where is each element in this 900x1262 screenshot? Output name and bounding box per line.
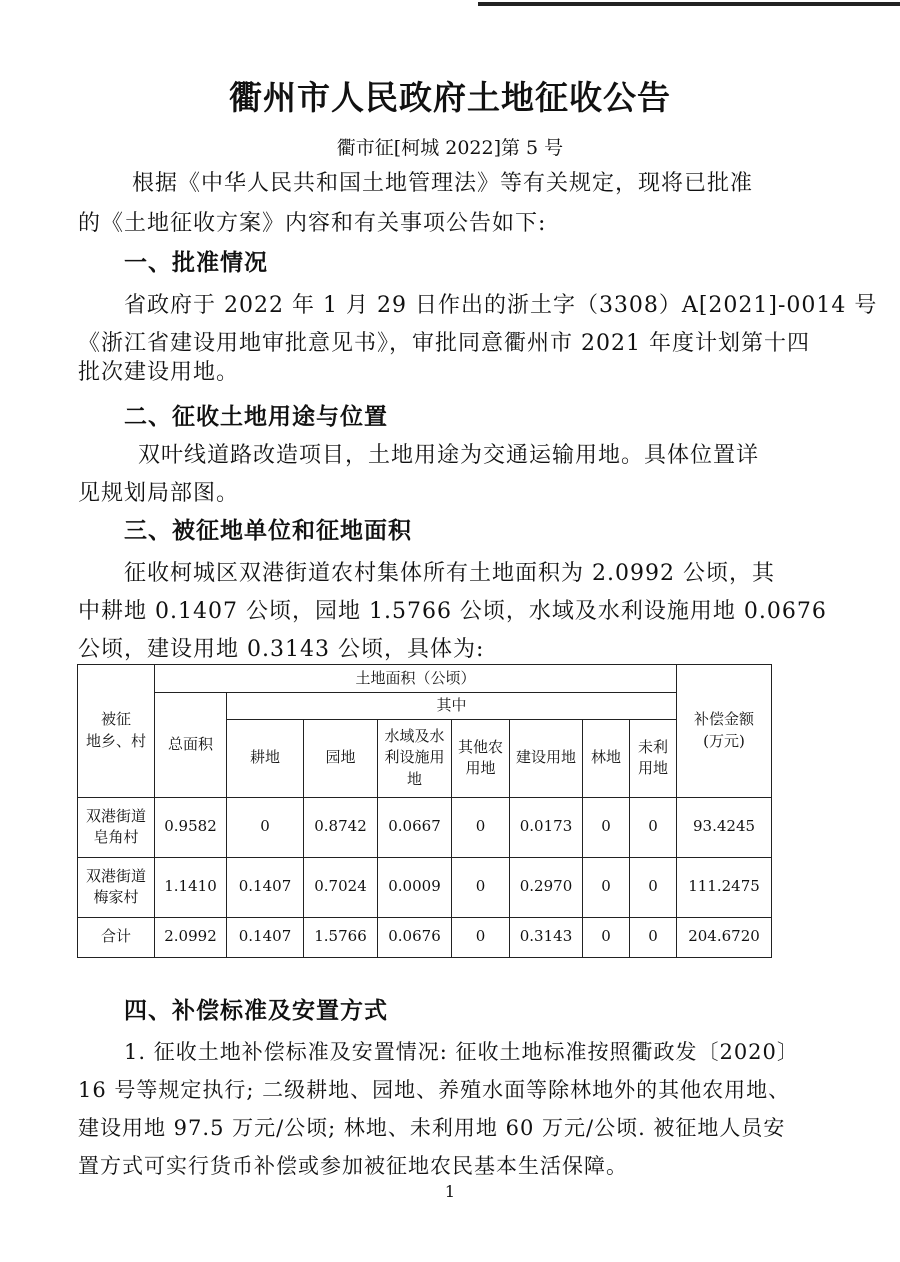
cell-cultivated: 0	[227, 797, 304, 857]
section-4-heading: 四、补偿标准及安置方式	[124, 998, 388, 1024]
cell-unused: 0	[630, 797, 677, 857]
section-2-line-1: 双叶线道路改造项目，土地用途为交通运输用地。具体位置详	[138, 443, 760, 468]
header-total-area: 总面积	[155, 693, 227, 798]
table-row	[78, 797, 772, 857]
table-row	[78, 857, 772, 917]
cell-water: 0.0009	[378, 857, 452, 917]
header-among: 其中	[227, 693, 677, 720]
section-1-heading: 一、批准情况	[124, 250, 268, 276]
page-number: 1	[444, 1182, 456, 1201]
header-garden: 园地	[304, 719, 378, 797]
intro-line-1: 根据《中华人民共和国土地管理法》等有关规定，现将已批准	[132, 171, 754, 196]
cell-forest: 0	[583, 797, 630, 857]
section-1-line-3: 批次建设用地。	[78, 360, 240, 385]
header-water: 水域及水 利设施用 地	[378, 719, 452, 797]
cell-total: 2.0992	[155, 917, 227, 957]
land-area-table	[77, 664, 772, 958]
top-border-line	[478, 2, 900, 6]
cell-unit: 合计	[78, 917, 155, 957]
cell-water: 0.0676	[378, 917, 452, 957]
cell-unit: 双港街道 梅家村	[78, 857, 155, 917]
cell-other: 0	[452, 857, 510, 917]
header-other-agri: 其他农 用地	[452, 719, 510, 797]
cell-forest: 0	[583, 857, 630, 917]
header-compensation: 补偿金额 (万元)	[677, 665, 772, 798]
section-2-line-2: 见规划局部图。	[78, 481, 240, 506]
cell-construction: 0.0173	[510, 797, 583, 857]
cell-compensation: 204.6720	[677, 917, 772, 957]
header-forest: 林地	[583, 719, 630, 797]
cell-other: 0	[452, 797, 510, 857]
intro-line-2: 的《土地征收方案》内容和有关事项公告如下:	[78, 211, 547, 236]
section-4-line-4: 置方式可实行货币补偿或参加被征地农民基本生活保障。	[78, 1154, 628, 1178]
table-row-total	[78, 917, 772, 957]
cell-unit: 双港街道 皂角村	[78, 797, 155, 857]
header-land-area: 土地面积（公顷）	[155, 665, 677, 693]
cell-garden: 0.7024	[304, 857, 378, 917]
cell-water: 0.0667	[378, 797, 452, 857]
cell-construction: 0.2970	[510, 857, 583, 917]
cell-garden: 1.5766	[304, 917, 378, 957]
cell-compensation: 111.2475	[677, 857, 772, 917]
cell-total: 0.9582	[155, 797, 227, 857]
section-4-line-3: 建设用地 97.5 万元/公顷; 林地、未利用地 60 万元/公顷. 被征地人员安	[78, 1116, 786, 1140]
cell-forest: 0	[583, 917, 630, 957]
section-4-line-2: 16 号等规定执行; 二级耕地、园地、养殖水面等除林地外的其他农用地、	[78, 1078, 791, 1102]
section-3-heading: 三、被征地单位和征地面积	[124, 518, 412, 544]
section-4-line-1: 1. 征收土地补偿标准及安置情况: 征收土地标准按照衢政发〔2020〕	[124, 1040, 799, 1064]
section-3-line-1: 征收柯城区双港街道农村集体所有土地面积为 2.0992 公顷，其	[124, 561, 775, 586]
cell-other: 0	[452, 917, 510, 957]
header-cultivated: 耕地	[227, 719, 304, 797]
cell-total: 1.1410	[155, 857, 227, 917]
cell-construction: 0.3143	[510, 917, 583, 957]
header-unused: 未利 用地	[630, 719, 677, 797]
cell-garden: 0.8742	[304, 797, 378, 857]
section-3-line-2: 中耕地 0.1407 公顷，园地 1.5766 公顷，水域及水利设施用地 0.0676	[78, 599, 827, 624]
header-unit: 被征 地乡、村	[78, 665, 155, 798]
cell-cultivated: 0.1407	[227, 917, 304, 957]
cell-cultivated: 0.1407	[227, 857, 304, 917]
document-number: 衢市征[柯城 2022]第 5 号	[336, 137, 564, 159]
cell-unused: 0	[630, 857, 677, 917]
section-1-line-2: 《浙江省建设用地审批意见书》，审批同意衢州市 2021 年度计划第十四	[78, 331, 810, 356]
section-2-heading: 二、征收土地用途与位置	[124, 404, 388, 430]
cell-compensation: 93.4245	[677, 797, 772, 857]
header-construction: 建设用地	[510, 719, 583, 797]
cell-unused: 0	[630, 917, 677, 957]
section-3-line-3: 公顷，建设用地 0.3143 公顷，具体为:	[78, 637, 485, 662]
page-title: 衢州市人民政府土地征收公告	[229, 78, 671, 117]
section-1-line-1: 省政府于 2022 年 1 月 29 日作出的浙土字（3308）A[2021]-0014 号	[124, 293, 878, 318]
